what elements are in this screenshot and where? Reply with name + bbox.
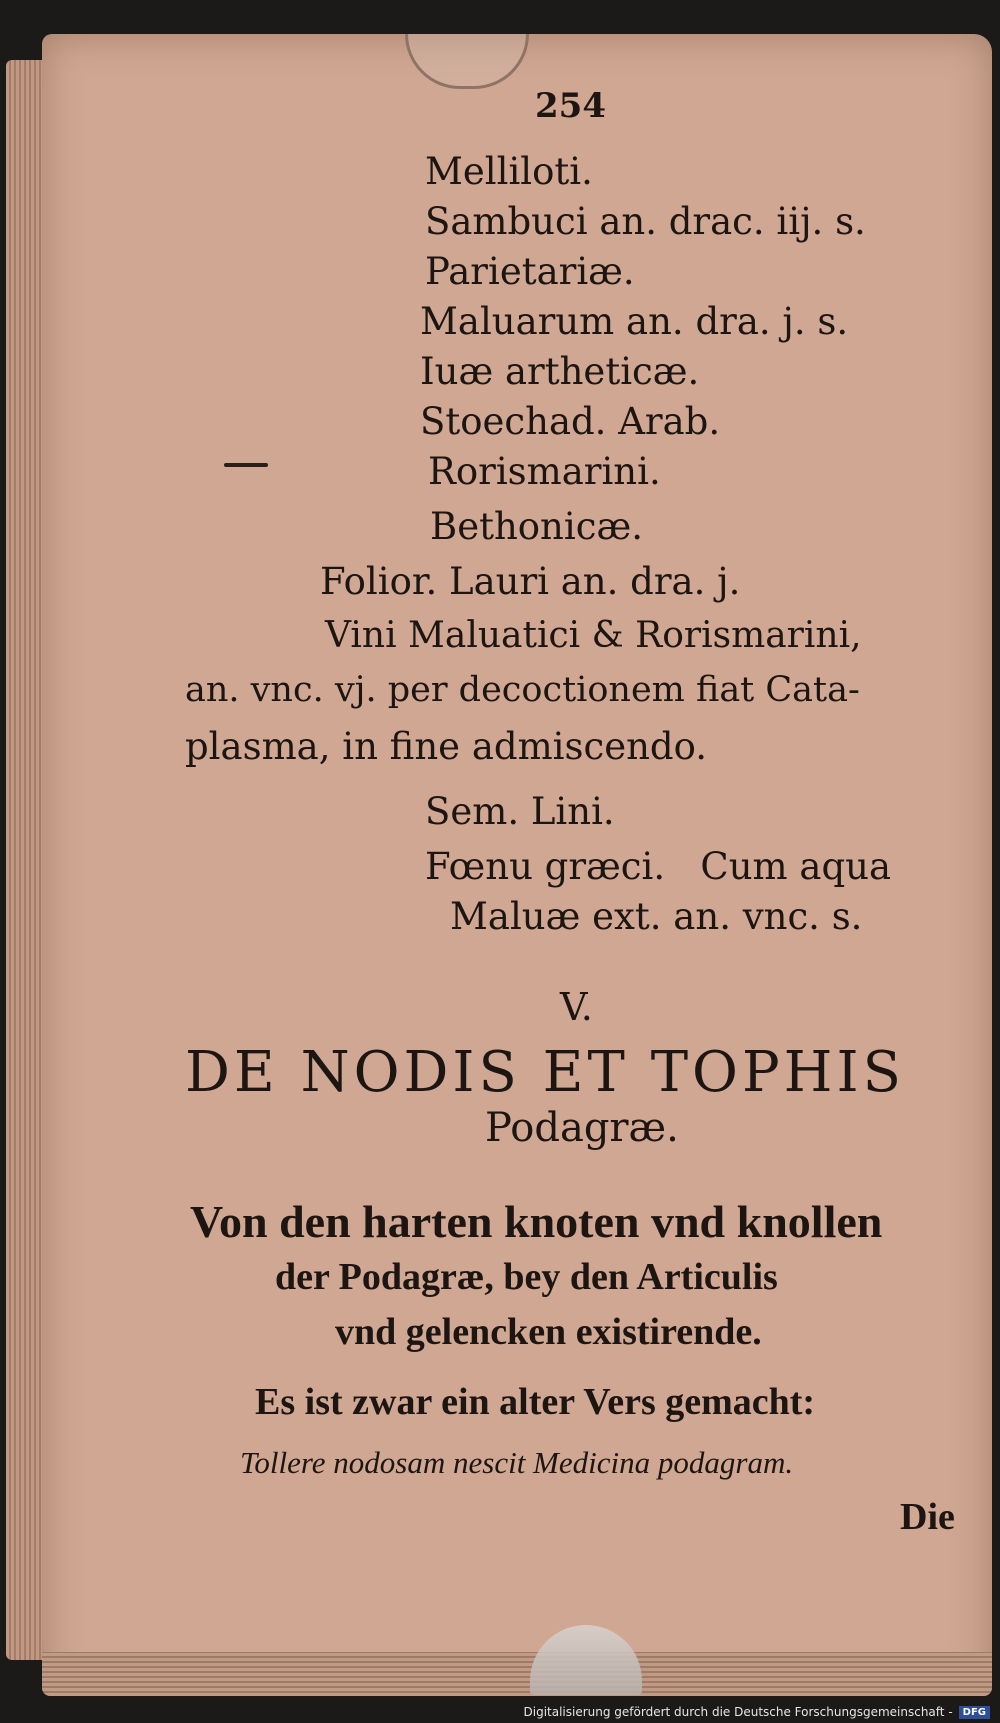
- german-title-line: der Podagræ, bey den Articulis: [275, 1256, 778, 1298]
- italic-quote: Tollere nodosam nescit Medicina podagram.: [240, 1445, 794, 1480]
- catchword: Die: [900, 1496, 955, 1538]
- section-subheading: Podagræ.: [485, 1105, 679, 1151]
- text-line: Parietariæ.: [425, 250, 635, 293]
- credit-text: Digitalisierung gefördert durch die Deutsche Forschungsgemeinschaft -: [523, 1705, 953, 1719]
- text-line: an. vnc. vj. per decoctionem fiat Cata-: [185, 670, 860, 710]
- german-title-line: vnd gelencken existirende.: [335, 1311, 762, 1353]
- text-line: plasma, in fine admiscendo.: [185, 725, 707, 768]
- text-line: Bethonicæ.: [430, 505, 643, 548]
- text-line: Fœnu græci. Cum aqua: [425, 845, 892, 888]
- german-title-line: Von den harten knoten vnd knollen: [190, 1196, 883, 1247]
- text-line: Sem. Lini.: [425, 790, 615, 833]
- text-line: Vini Maluatici & Rorismarini,: [325, 615, 862, 656]
- text-line: Melliloti.: [425, 150, 593, 193]
- text-line: Folior. Lauri an. dra. j.: [320, 560, 741, 603]
- margin-dash: [224, 463, 268, 467]
- book-bottom-edge: [42, 1652, 992, 1696]
- text-line: Maluarum an. dra. j. s.: [420, 300, 849, 343]
- dfg-logo: DFG: [959, 1706, 990, 1719]
- text-line: Sambuci an. drac. iij. s.: [425, 200, 866, 243]
- text-line: Rorismarini.: [428, 450, 661, 493]
- text-line: Maluæ ext. an. vnc. s.: [450, 895, 863, 938]
- digitization-credit: [524, 1705, 991, 1719]
- text-line: Iuæ artheticæ.: [420, 350, 700, 393]
- section-heading: DE NODIS ET TOPHIS: [185, 1040, 905, 1105]
- text-line: Stoechad. Arab.: [420, 400, 721, 443]
- page-number: 254: [535, 86, 606, 126]
- section-number: V.: [560, 985, 593, 1029]
- german-text-line: Es ist zwar ein alter Vers gemacht:: [255, 1381, 816, 1423]
